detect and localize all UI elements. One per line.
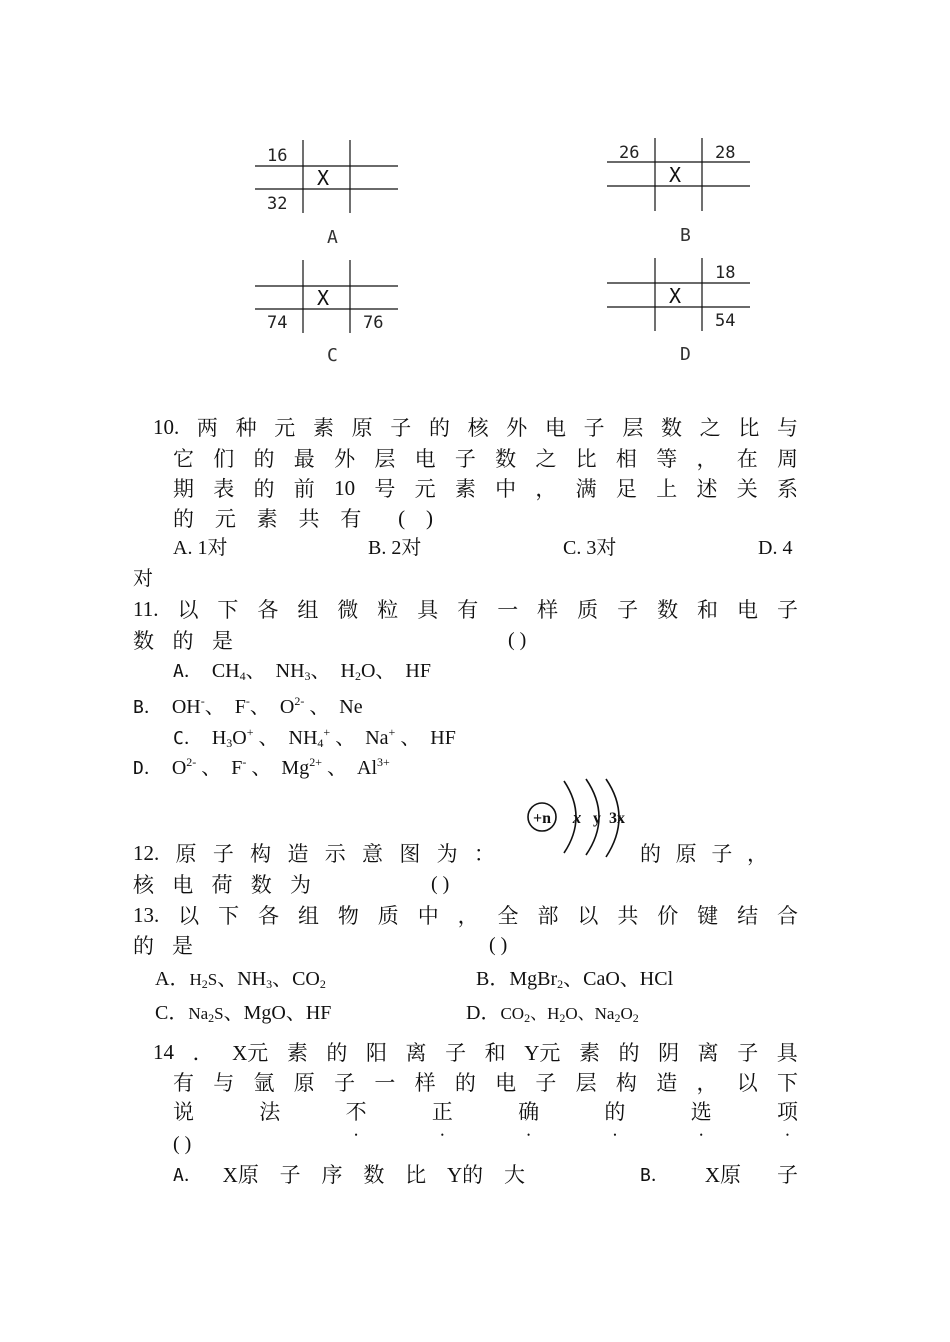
q10-option-b: B. 2对 [368,537,422,559]
atom-shell-3-label: 3x [609,810,625,827]
q12-line2: 核 电 荷 数 为 [133,873,311,897]
grid-d [607,258,752,333]
q12-line1: 12. 原 子 构 造 示 意 图 为 ： [133,840,495,866]
q14-line3: 说 法 不 • 正 • 确 • 的 • 选 • 项 • [173,1096,798,1126]
q13-line2: 的 是 [133,934,193,958]
q14-option-b: B． X原 子 [640,1163,798,1187]
grid-b-tr: 28 [715,143,736,163]
q13-line1: 13. 以 下 各 组 物 质 中 ， 全 部 以 共 价 键 结 合 [133,902,798,928]
grid-a-center: X [317,166,330,190]
atom-nucleus-label: +n [532,810,552,827]
q13-option-c: C．$Na_2S$、MgO、HF [155,1002,332,1025]
q10-option-c: C. 3对 [563,537,617,559]
grid-d-label: D [680,344,691,365]
grid-c [255,260,400,335]
q11-option-b: B． OH-、 F-、 $O^{2-}$ 、 Ne [133,694,363,718]
grid-d-center: X [669,284,682,308]
q12-line1-tail: 的 原 子 ， [640,842,768,866]
q13-option-a: A．$H_2S$、$NH_3$、$CO_2$ [155,968,326,991]
q11-line2: 数 的 是 [133,629,233,653]
q11-option-d: D． $O^{2-}$ 、 F- 、 $Mg^{2+}$ 、 $Al^{3+}$ [133,755,390,779]
grid-b [607,138,752,213]
q10-line4: 的 元 素 共 有 ( ) [173,505,433,531]
grid-c-bl: 74 [267,313,288,333]
grid-b-tl: 26 [619,143,640,163]
q14-option-a: A． X原 子 序 数 比 Y的 大 [173,1163,525,1187]
grid-a-bl: 32 [267,194,288,214]
q11-answer-paren: ( ) [508,629,527,651]
q13-option-b: B．MgBr$_2$、CaO、HCl [476,968,674,991]
q10-option-d: D. 4 [758,537,793,559]
q11-option-a: A． $CH_4$、 $NH_3$、 $H_2O$、 HF [173,660,431,683]
atom-shell-1-label: x [572,808,582,827]
grid-c-label: C [327,345,338,366]
q10-option-d-wrap: 对 [133,568,153,590]
q10-line3: 期 表 的 前 10 号 元 素 中 ， 满 足 上 述 关 系 [173,475,798,501]
q13-answer-paren: ( ) [489,934,508,956]
grid-a [255,140,400,215]
q14-answer-paren: ( ) [173,1133,192,1155]
grid-b-center: X [669,163,682,187]
q13-option-d: D．$CO_2$、$H_2O$、$Na_2O_2$ [466,1002,639,1025]
grid-c-br: 76 [363,313,384,333]
grid-a-label: A [327,227,338,248]
q14-line2: 有 与 氩 原 子 一 样 的 电 子 层 构 造 ， 以 下 [173,1071,798,1095]
grid-a-tl: 16 [267,146,288,166]
q10-option-a: A. 1对 [173,537,228,559]
grid-b-label: B [680,225,691,246]
q10-line2: 它 们 的 最 外 层 电 子 数 之 比 相 等 ， 在 周 [173,447,798,471]
atom-shell-2-label: y [593,810,601,827]
q10-line1: 10. 两 种 元 素 原 子 的 核 外 电 子 层 数 之 比 与 [153,414,798,440]
atom-structure-diagram [522,775,637,865]
grid-d-br: 54 [715,311,736,331]
q11-option-c: C． $H_3O^+$ 、 $NH_4^+$ 、 Na+ 、 HF [173,725,456,750]
q12-answer-paren: ( ) [431,873,450,895]
q14-line1: 14 ． X元 素 的 阳 离 子 和 Y元 素 的 阴 离 子 具 [153,1039,798,1065]
grid-d-tr: 18 [715,263,736,283]
q11-line1: 11. 以 下 各 组 微 粒 具 有 一 样 质 子 数 和 电 子 [133,596,798,622]
grid-c-center: X [317,286,330,310]
